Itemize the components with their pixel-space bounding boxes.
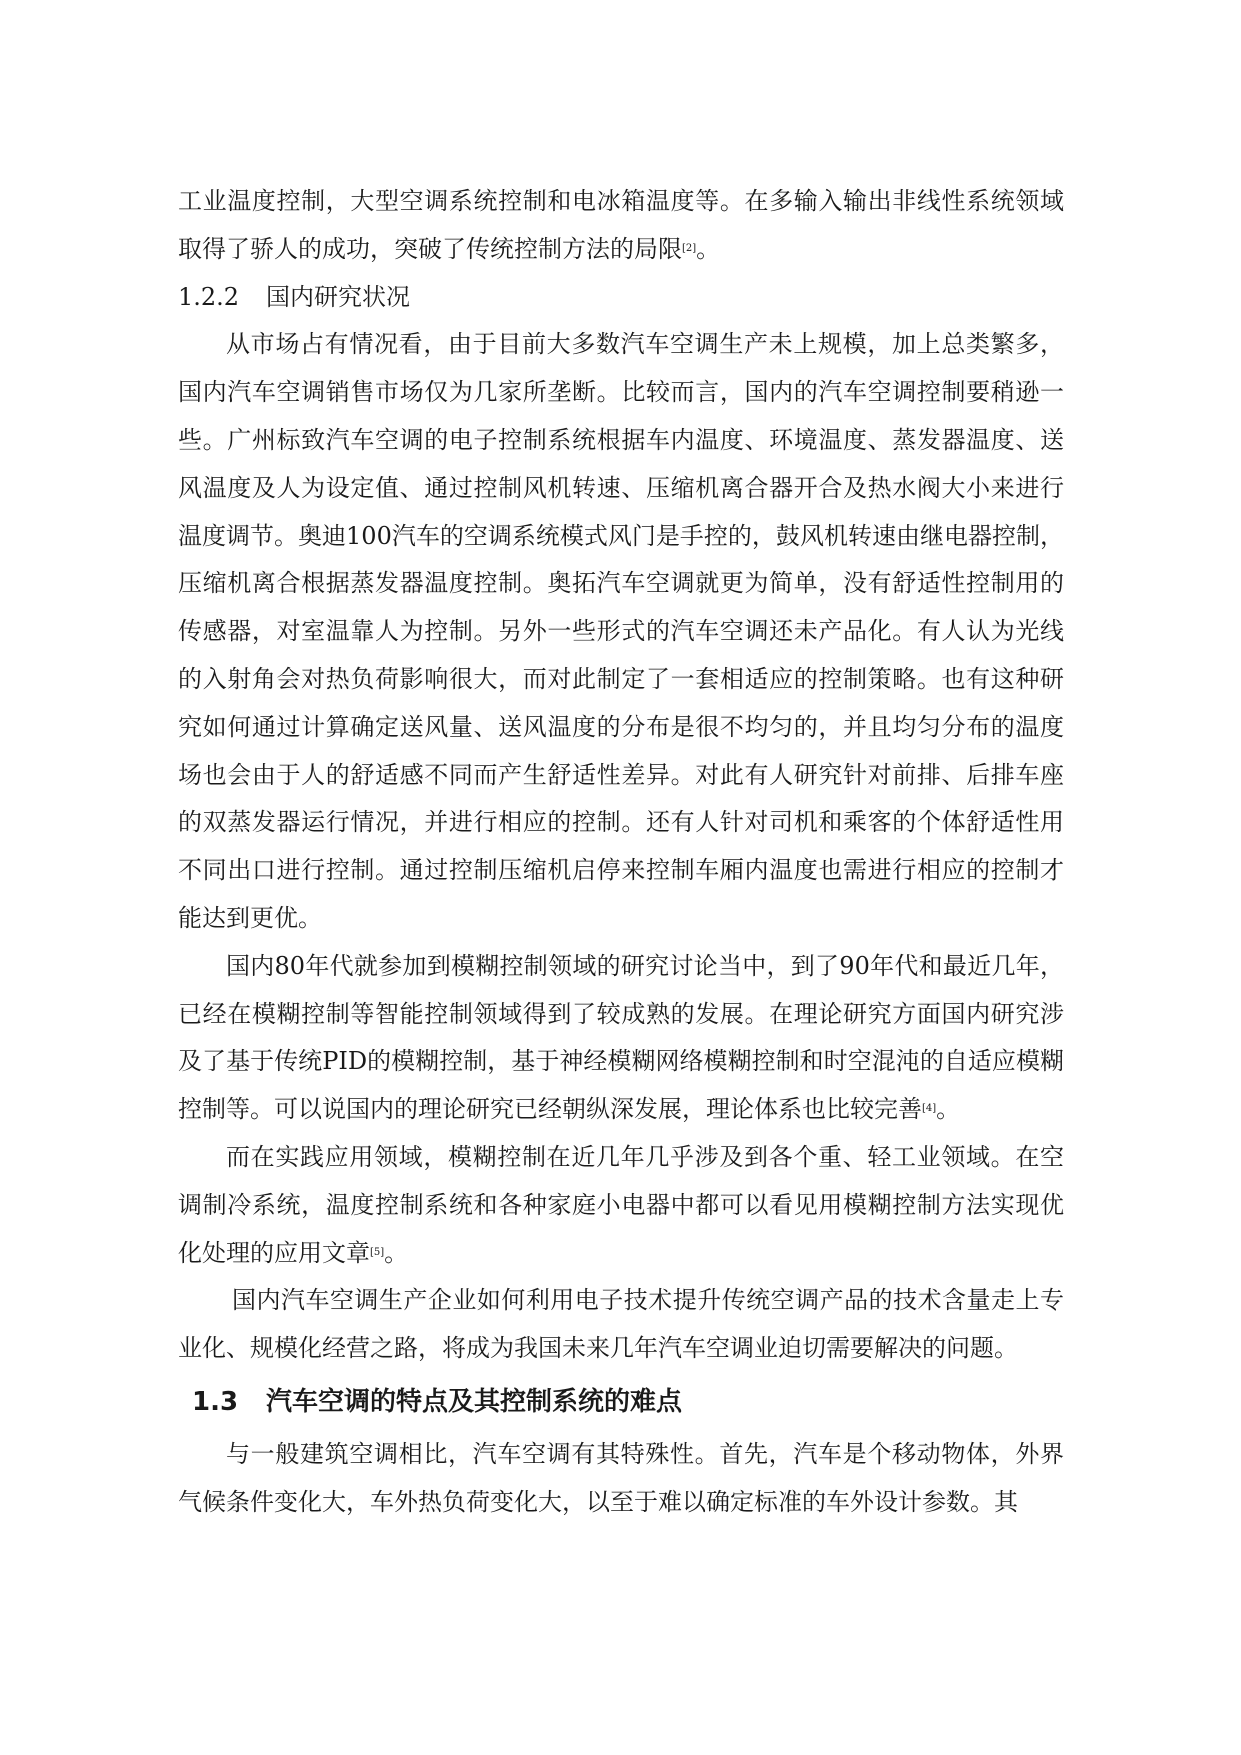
paragraph-text: 而在实践应用领域，模糊控制在近几年几乎涉及到各个重、轻工业领域。在空调制冷系统，温度控制系统和各种家庭小电器中都可以看见用模糊控制方法实现优化处理的应用文章 [178, 1142, 1064, 1267]
paragraph-text: 工业温度控制，大型空调系统控制和电冰箱温度等。在多输入输出非线性系统领域取得了骄人的成功，突破了传统控制方法的局限 [178, 187, 1064, 263]
citation-4: [4] [922, 1103, 937, 1115]
section-number: 1.3 [192, 1386, 239, 1417]
paragraph-characteristics: 与一般建筑空调相比，汽车空调有其特殊性。首先，汽车是个移动物体，外界气候条件变化大，车外热负荷变化大，以至于难以确定标准的车外设计参数。其 [178, 1439, 1064, 1516]
subsection-heading-1-2-2 [178, 274, 1064, 322]
subsection-number: 1.2.2 [178, 282, 240, 311]
paragraph-end: 。 [384, 1238, 409, 1267]
section-title: 汽车空调的特点及其控制系统的难点 [266, 1386, 683, 1417]
paragraph-end: 。 [936, 1095, 961, 1124]
document-body [178, 178, 1064, 1527]
paragraph-practice [178, 1134, 1064, 1277]
paragraph-fuzzy-research [178, 943, 1064, 1134]
paragraph-text: 国内80年代就参加到模糊控制领域的研究讨论当中，到了90年代和最近几年，已经在模糊控制等智能控制领域得到了较成熟的发展。在理论研究方面国内研究涉及了基于传统PID的模糊控制，基于神经模糊网络模糊控制和时空混沌的自适应模糊控制等。可以说国内的理论研究已经朝纵深发展，理论体系也比较完善 [178, 951, 1064, 1124]
paragraph-end: 。 [696, 234, 721, 263]
section-heading-1-3 [178, 1373, 1064, 1431]
citation-2: [2] [682, 242, 697, 254]
subsection-title: 国内研究状况 [266, 282, 410, 311]
paragraph-industry: 国内汽车空调生产企业如何利用电子技术提升传统空调产品的技术含量走上专业化、规模化经营之路，将成为我国未来几年汽车空调业迫切需要解决的问题。 [178, 1286, 1064, 1363]
paragraph-continued [178, 178, 1064, 274]
paragraph-market: 从市场占有情况看，由于目前大多数汽车空调生产未上规模，加上总类繁多，国内汽车空调销售市场仅为几家所垄断。比较而言，国内的汽车空调控制要稍逊一些。广州标致汽车空调的电子控制系统根据车内温度、环境温度、蒸发器温度、送风温度及人为设定值、通过控制风机转速、压缩机离合器开合及热水阀大小来进行温度调节。奥迪100汽车的空调系统模式风门是手控的，鼓风机转速由继电器控制，压缩机离合根据蒸发器温度控制。奥拓汽车空调就更为简单，没有舒适性控制用的传感器，对室温靠人为控制。另外一些形式的汽车空调还未产品化。有人认为光线的入射角会对热负荷影响很大，而对此制定了一套相适应的控制策略。也有这种研究如何通过计算确定送风量、送风温度的分布是很不均匀的，并且均匀分布的温度场也会由于人的舒适感不同而产生舒适性差异。对此有人研究针对前排、后排车座的双蒸发器运行情况，并进行相应的控制。还有人针对司机和乘客的个体舒适性用不同出口进行控制。通过控制压缩机启停来控制车厢内温度也需进行相应的控制才能达到更优。 [178, 330, 1064, 932]
citation-5: [5] [370, 1246, 385, 1258]
